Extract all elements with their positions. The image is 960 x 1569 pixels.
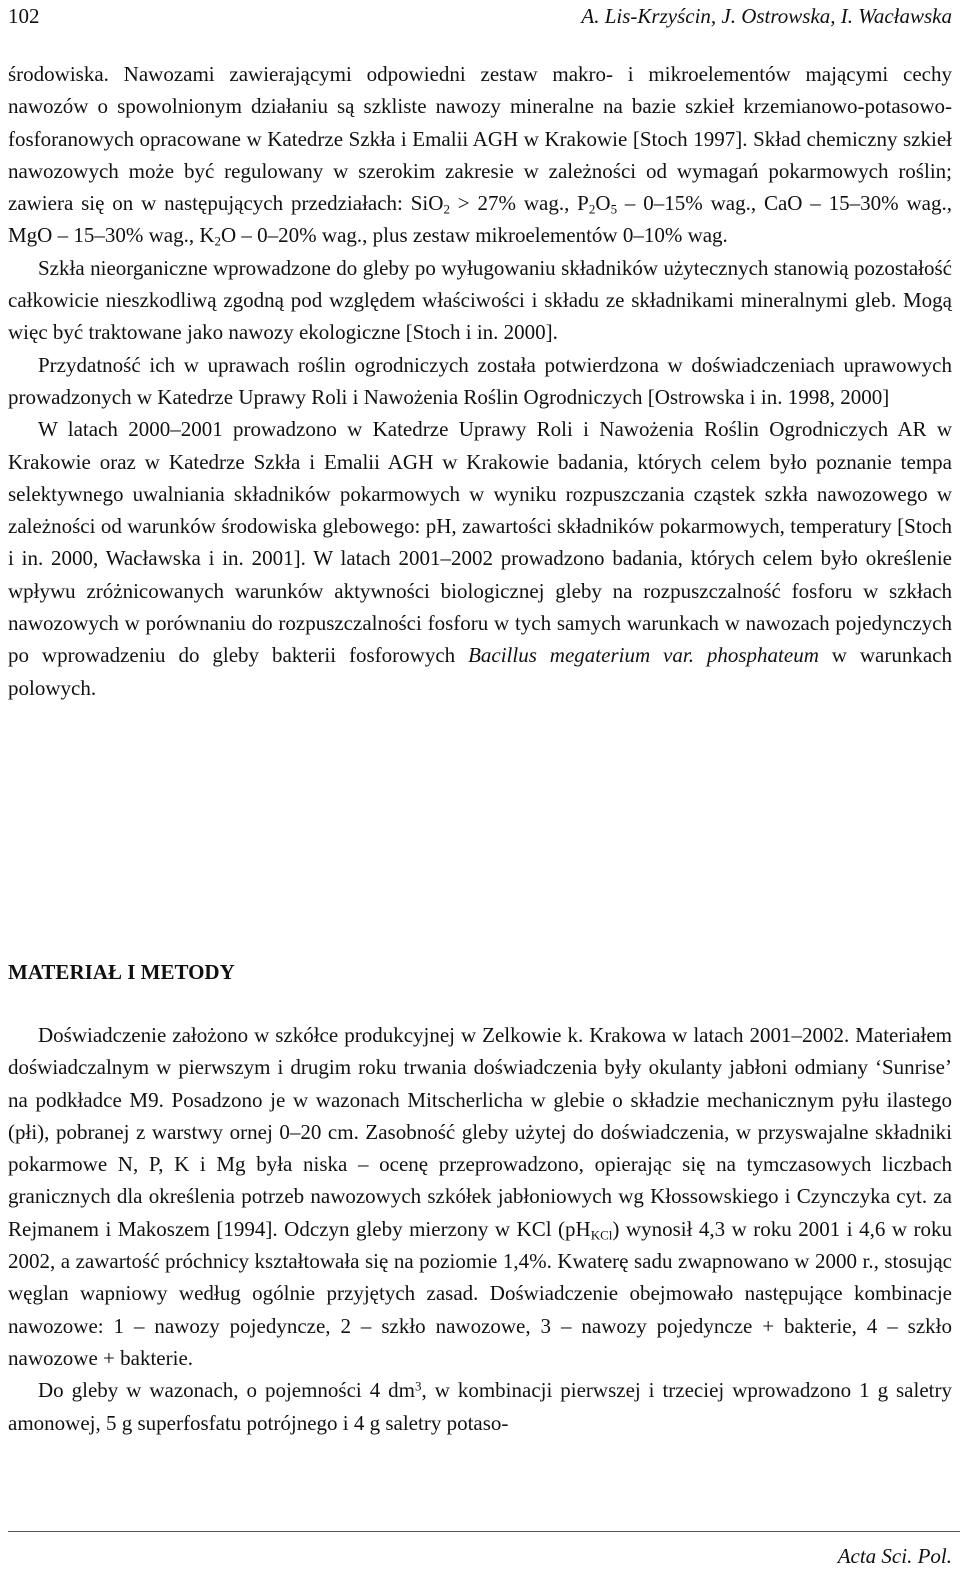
journal-footer: Acta Sci. Pol. xyxy=(837,1544,952,1568)
methods-paragraph-1: Doświadczenie założono w szkółce produkcyjnej w Zelkowie k. Krakowa w latach 2001–2002. Materiałem doświadczalnym w pierwszym i drugim roku trwania doświadczenia były okulanty jabłoni odmiany ‘Sunrise’ na podkładce M9. Posadzono je w wazonach Mitscherlicha w glebie o składzie mechanicznym pyłu ilastego (płi), pobranej z warstwy ornej 0–20 cm. Zasobność gleby użytej do doświadczenia, w przyswajalne składniki pokarmowe N, P, K i Mg była niska – ocenę przeprowadzono, opierając się na tymczasowych liczbach granicznych dla określenia potrzeb nawozowych szkółek jabłoniowych wg Kłossowskiego i Czynczyka cyt. za Rejmanem i Makoszem [1994]. Odczyn gleby mierzony w KCl $(pH_{KCl})$ wynosił 4,3 w roku 2001 i 4,6 w roku 2002, a zawartość próchnicy kształtowała się na poziomie 1,4%. Kwaterę sadu zwapnowano w 2000 r., stosując węglan wapniowy według ogólnie przyjętych zasad. Doświadczenie obejmowało następujące kombinacje nawozowe: 1 – nawozy pojedyncze, 2 – szkło nawozowe, 3 – nawozy pojedyncze + bakterie, 4 – szkło nawozowe + bakterie. xyxy=(8,1023,952,1370)
intro-paragraph-4: W latach 2000–2001 prowadzono w Katedrze Uprawy Roli i Nawożenia Roślin Ogrodniczych AR w Krakowie oraz w Katedrze Szkła i Emalii AGH w Krakowie badania, których celem było poznanie tempa selektywnego uwalniania składników pokarmowych w wyniku rozpuszczania cząstek szkła nawozowego w zależności od warunków środowiska glebowego: pH, zawartości składników pokarmowych, temperatury [Stoch i in. 2000, Wacławska i in. 2001]. W latach 2001–2002 prowadzono badania, których celem było określenie wpływu zróżnicowanych warunków aktywności biologicznej gleby na rozpuszczalność fosforu w szkłach nawozowych w porównaniu do rozpuszczalności fosforu w tych samych warunkach w nawozach pojedynczych po wprowadzeniu do gleby bakterii fosforowych Bacillus megaterium var. phosphateum w warunkach polowych. xyxy=(8,417,952,700)
intro-paragraph-1: środowiska. Nawozami zawierającymi odpowiedni zestaw makro- i mikroelementów mającymi cechy nawozów o spowolnionym działaniu są szkliste nawozy mineralne na bazie szkieł krzemianowo-potasowo-fosforanowych opracowane w Katedrze Szkła i Emalii AGH w Krakowie [Stoch 1997]. Skład chemiczny szkieł nawozowych może być regulowany w szerokim zakresie w zależności od wymagań pokarmowych roślin; zawiera się on w następujących przedziałach: SiO$_2$ > 27% wag., $P_2O_5 - 0-15\%$ wag., CaO – 15–30% wag., MgO – 15–30% wag., $K_2O - 0-20\%$ wag., plus zestaw mikroelementów 0–10% wag. xyxy=(8,62,952,249)
intro-block xyxy=(8,58,952,704)
running-authors: A. Lis-Krzyścin, J. Ostrowska, I. Wacławska xyxy=(581,4,952,28)
section-heading: MATERIAŁ I METODY xyxy=(8,960,235,984)
intro-paragraph-3: Przydatność ich w uprawach roślin ogrodniczych została potwierdzona w doświadczeniach uprawowych prowadzonych w Katedrze Uprawy Roli i Nawożenia Roślin Ogrodniczych [Ostrowska i in. 1998, 2000] xyxy=(8,352,952,409)
methods-block xyxy=(8,1019,952,1439)
methods-paragraph-2: Do gleby w wazonach, o pojemności 4 $dm^3$, w kombinacji pierwszej i trzeciej wprowadzono 1 g saletry amonowej, 5 g superfosfatu potrójnego i 4 g saletry potaso- xyxy=(8,1378,952,1435)
intro-paragraph-2: Szkła nieorganiczne wprowadzone do gleby po wyługowaniu składników użytecznych stanowią pozostałość całkowicie nieszkodliwą zgodną pod względem właściwości i składu ze składnikami mineralnymi gleb. Mogą więc być traktowane jako nawozy ekologiczne [Stoch i in. 2000]. xyxy=(8,255,952,345)
footer-rule xyxy=(8,1531,960,1532)
species-name: Bacillus megaterium var. phosphateum xyxy=(468,643,819,668)
page-number: 102 xyxy=(8,4,40,28)
running-header xyxy=(8,2,952,32)
